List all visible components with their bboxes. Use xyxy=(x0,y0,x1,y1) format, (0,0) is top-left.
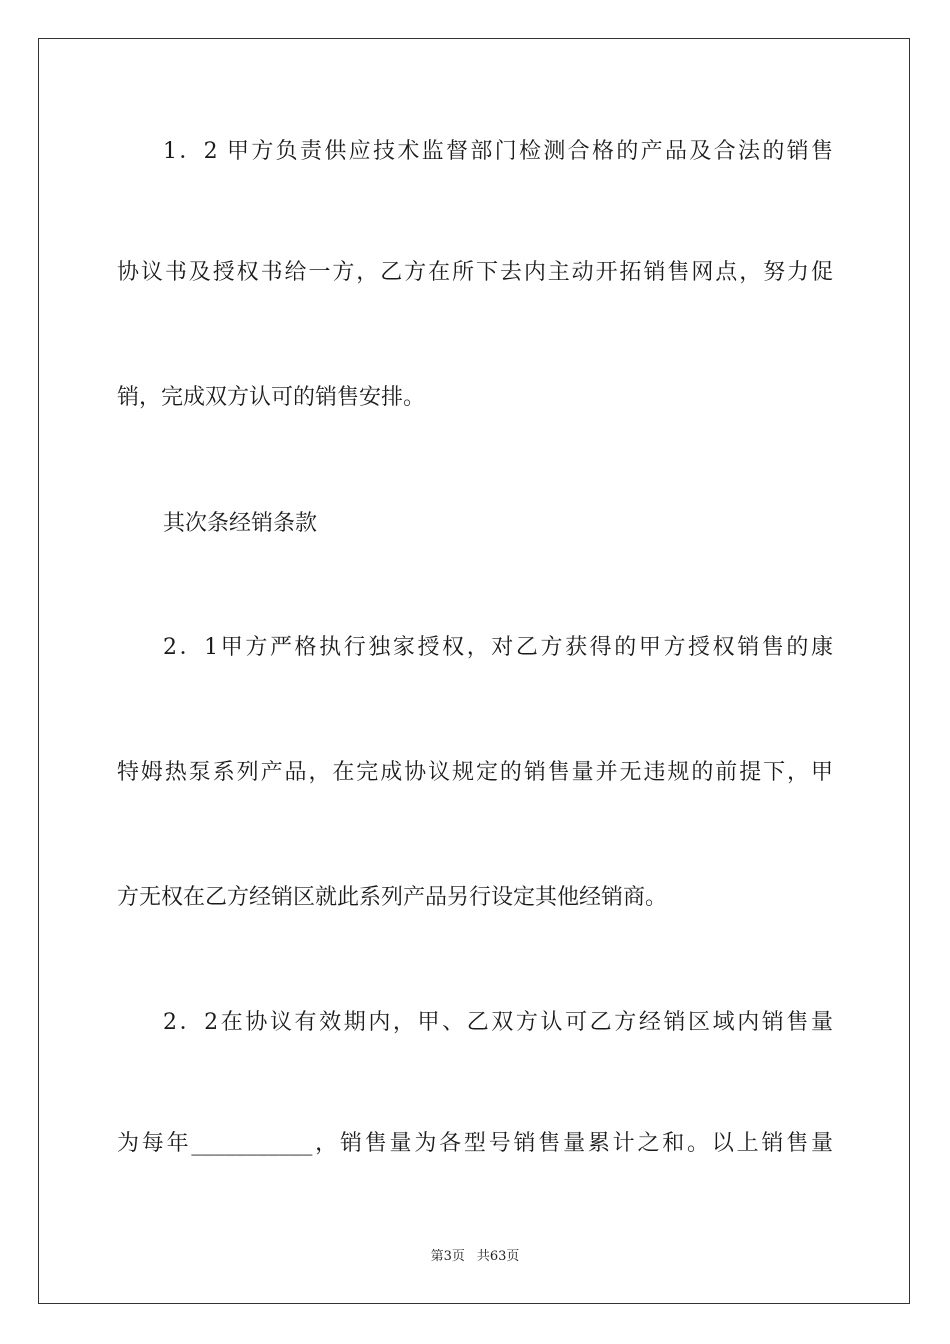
section-heading: 其次条经销条款 xyxy=(163,511,318,536)
page-number: 第3页 xyxy=(430,1249,465,1264)
paragraph-1-line-3: 销，完成双方认可的销售安排。 xyxy=(117,385,426,410)
paragraph-1-line-2: 协议书及授权书给一方，乙方在所下去内主动开拓销售网点，努力促 xyxy=(117,260,833,285)
paragraph-2-line-2: 特姆热泵系列产品，在完成协议规定的销售量并无违规的前提下，甲 xyxy=(117,760,833,785)
paragraph-2-line-1: 2．1甲方严格执行独家授权，对乙方获得的甲方授权销售的康 xyxy=(163,635,833,660)
page-total: 共63页 xyxy=(476,1249,520,1264)
paragraph-1-line-1: 1．2 甲方负责供应技术监督部门检测合格的产品及合法的销售 xyxy=(163,139,833,164)
paragraph-3-line-2: 为每年___________，销售量为各型号销售量累计之和。以上销售量 xyxy=(117,1131,833,1156)
paragraph-2-line-3: 方无权在乙方经销区就此系列产品另行设定其他经销商。 xyxy=(117,885,668,910)
page-border xyxy=(38,38,910,1304)
paragraph-3-line-1: 2．2在协议有效期内，甲、乙双方认可乙方经销区域内销售量 xyxy=(163,1010,833,1035)
page-footer xyxy=(0,1245,950,1264)
